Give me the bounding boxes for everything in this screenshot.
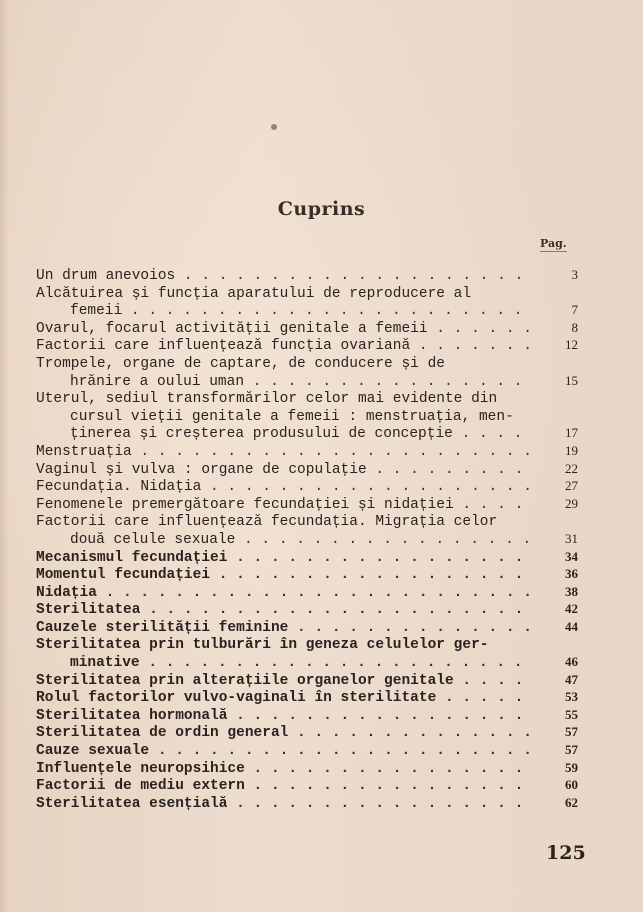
toc-entry (36, 550, 576, 568)
toc-page-number: 36 (565, 566, 578, 582)
toc-entry-text: cursul vieții genitale a femeii : menstruația, men- (70, 408, 514, 425)
dot-leader: . . . . . . (427, 320, 532, 337)
dot-leader: . . . . . . . . . . . . . . . . . . . . . . . (122, 303, 523, 320)
dot-leader: . . . . . . . . . . . . . . . . . . . . . . (149, 743, 532, 760)
toc-entry (36, 497, 576, 515)
toc-page-number: 27 (565, 478, 578, 494)
toc-entry-title (36, 690, 576, 708)
toc-entry (36, 673, 576, 691)
dot-leader: . . . . . . . . . . . . . . . . (244, 778, 524, 795)
toc-page-number: 59 (565, 759, 578, 775)
toc-entry-continuation (36, 655, 576, 673)
toc-entry-title (36, 743, 576, 761)
toc-entry (36, 462, 576, 480)
toc-page-number: 55 (565, 706, 578, 722)
toc-entry-text: Sterilitatea prin alterațiile organelor genitale (36, 672, 454, 689)
toc-entry (36, 585, 576, 603)
dot-leader: . . . . (452, 426, 523, 443)
toc-entry-text: Factorii care influențează fecundația. Migrația celor (36, 514, 498, 531)
toc-entry-text: Sterilitatea hormonală (36, 707, 228, 724)
toc-entry-title (36, 585, 576, 603)
toc-entry-text: Sterilitatea (36, 602, 141, 619)
toc-page-number: 44 (565, 618, 578, 634)
toc-page-number: 17 (565, 425, 578, 441)
dot-leader: . . . . . . . . . . . . . . . . . . (210, 567, 524, 584)
dot-leader: . . . . . . . . . . . . . . . . . . . . . . (139, 655, 523, 672)
toc-page-number: 38 (565, 583, 578, 599)
toc-entry-text: femeii (70, 303, 123, 320)
dot-leader: . . . . . . . . . . . . . . . . . . . (201, 479, 532, 496)
toc-entry-text: Trompele, organe de captare, de conducere și de (36, 355, 445, 372)
toc-entry-text: Cauzele sterilității feminine (36, 619, 289, 636)
dot-leader: . . . . . . . . . . . . . . (288, 725, 532, 742)
toc-entry-text: Cauze sexuale (36, 743, 150, 760)
toc-entry-title (36, 286, 576, 304)
toc-page-number: 15 (565, 372, 578, 388)
toc-entry-text: Sterilitatea esențială (36, 795, 228, 812)
toc-entry (36, 479, 576, 497)
toc-entry-title (36, 637, 576, 655)
toc-page-number: 62 (565, 794, 578, 810)
toc-entry (36, 338, 576, 356)
toc-page-number: 31 (565, 530, 578, 546)
toc-entry-title (36, 268, 576, 286)
toc-entry-title (36, 796, 576, 814)
toc-entry-text: minative (70, 655, 140, 672)
toc-entry-title (36, 778, 576, 796)
toc-entry-title (36, 479, 576, 497)
toc-entry-text: Mecanismul fecundației (36, 549, 228, 566)
toc-entry (36, 690, 576, 708)
toc-entry-title (36, 550, 576, 568)
dot-leader: . . . . . . . . . . . . . . . . . (227, 707, 524, 724)
toc-entry-text: Momentul fecundației (36, 567, 211, 584)
toc-entry-title (36, 620, 576, 638)
toc-page-number: 8 (571, 319, 578, 335)
toc-page-number: 47 (565, 671, 578, 687)
toc-entry-title (36, 673, 576, 691)
toc-entry-text: Nidația (36, 584, 97, 601)
toc-entry-text: Factorii care influențează funcția ovariană (36, 338, 411, 355)
toc-entry-text: două celule sexuale (70, 531, 236, 548)
toc-entry (36, 567, 576, 585)
toc-entry (36, 268, 576, 286)
dot-leader: . . . . . . . . . . . . . . (288, 619, 532, 636)
page-title: Cuprins (277, 198, 366, 220)
toc-entry-title (36, 497, 576, 515)
toc-entry-text: Fenomenele premergătoare fecundației și nidației (36, 496, 454, 513)
toc-entry (36, 444, 576, 462)
toc-entry (36, 778, 576, 796)
toc-entry-text: Sterilitatea de ordin general (36, 725, 289, 742)
ink-spot (271, 124, 277, 130)
toc-entry-title (36, 356, 576, 374)
toc-entry-continuation (36, 426, 576, 444)
toc-entry (36, 761, 576, 779)
toc-entry-title (36, 391, 576, 409)
toc-entry (36, 286, 576, 321)
dot-leader: . . . . . . . . . . . . . . . . . (227, 795, 524, 812)
toc-page-number: 60 (565, 777, 578, 793)
dot-leader: . . . . . . . . . (366, 461, 524, 478)
toc-page-number: 29 (565, 495, 578, 511)
dot-leader: . . . . . . . . . . . . . . . . . . . . (175, 268, 524, 284)
toc-entry-title (36, 514, 576, 532)
toc-entry-title (36, 761, 576, 779)
toc-entry-text: ținerea și creșterea produsului de concepție (70, 426, 453, 443)
toc-entry (36, 743, 576, 761)
toc-page-number: 7 (571, 302, 578, 318)
toc-page-number: 22 (565, 460, 578, 476)
toc-entry (36, 602, 576, 620)
toc-entry-continuation (36, 374, 576, 392)
toc-entry (36, 708, 576, 726)
toc-entry-text: Vaginul și vulva : organe de copulație (36, 461, 367, 478)
toc-entry-text: Menstruația (36, 443, 132, 460)
toc-page-number: 42 (565, 601, 578, 617)
page-column-label: Pag. (540, 237, 567, 250)
dot-leader: . . . . (453, 672, 524, 689)
toc-page-number: 19 (565, 442, 578, 458)
toc-entry-text: hrănire a oului uman (70, 373, 245, 390)
dot-leader: . . . . . . . . . . . . . . . . (244, 760, 524, 777)
toc-entry-text: Uterul, sediul transformărilor celor mai evidente din (36, 391, 498, 408)
toc-entry (36, 321, 576, 339)
toc-entry-title (36, 462, 576, 480)
toc-page-number: 46 (565, 654, 578, 670)
table-of-contents (36, 268, 576, 813)
toc-entry (36, 514, 576, 549)
dot-leader: . . . . . . . . . . . . . . . . . (235, 531, 532, 548)
dot-leader: . . . . . . . . . . . . . . . . . . . . . . (140, 602, 524, 619)
toc-entry-continuation (36, 532, 576, 550)
dot-leader: . . . . (453, 496, 524, 513)
toc-entry-continuation (36, 409, 576, 427)
dot-leader: . . . . . . . . . . . . . . . . . . . . . . . (131, 443, 532, 460)
toc-entry (36, 637, 576, 672)
toc-entry (36, 796, 576, 814)
toc-entry-text: Factorii de mediu extern (36, 778, 245, 795)
dot-leader: . . . . . . . . . . . . . . . . . . . . . . . . . (96, 584, 532, 601)
toc-entry-title (36, 708, 576, 726)
toc-entry-title (36, 567, 576, 585)
toc-entry-title (36, 725, 576, 743)
toc-entry-text: Sterilitatea prin tulburări în geneza celulelor ger- (36, 637, 489, 654)
toc-entry-title (36, 444, 576, 462)
toc-entry (36, 620, 576, 638)
toc-entry-title (36, 321, 576, 339)
toc-entry-title (36, 338, 576, 356)
toc-page-number: 12 (565, 337, 578, 353)
toc-entry-text: Rolul factorilor vulvo-vaginali în sterilitate (36, 690, 437, 707)
toc-page-number: 57 (565, 742, 578, 758)
page-number: 125 (546, 842, 586, 864)
toc-entry-text: Ovarul, focarul activității genitale a femeii (36, 320, 428, 337)
toc-entry-title (36, 602, 576, 620)
toc-page-number: 57 (565, 724, 578, 740)
toc-page-number: 3 (571, 267, 578, 282)
toc-entry-text: Alcătuirea și funcția aparatului de reproducere al (36, 285, 472, 302)
dot-leader: . . . . . . . (410, 338, 532, 355)
toc-entry (36, 725, 576, 743)
toc-entry-text: Fecundația. Nidația (36, 479, 202, 496)
toc-page-number: 53 (565, 689, 578, 705)
toc-entry-text: Un drum anevoios (36, 268, 176, 284)
dot-leader: . . . . . . . . . . . . . . . . . (227, 549, 524, 566)
dot-leader: . . . . . . . . . . . . . . . . (244, 373, 523, 390)
toc-page-number: 34 (565, 548, 578, 564)
toc-entry (36, 391, 576, 444)
toc-entry-text: Influențele neuropsihice (36, 760, 245, 777)
toc-entry-continuation (36, 303, 576, 321)
dot-leader: . . . . . (436, 690, 524, 707)
page-edge-shadow (0, 0, 9, 912)
toc-entry (36, 356, 576, 391)
